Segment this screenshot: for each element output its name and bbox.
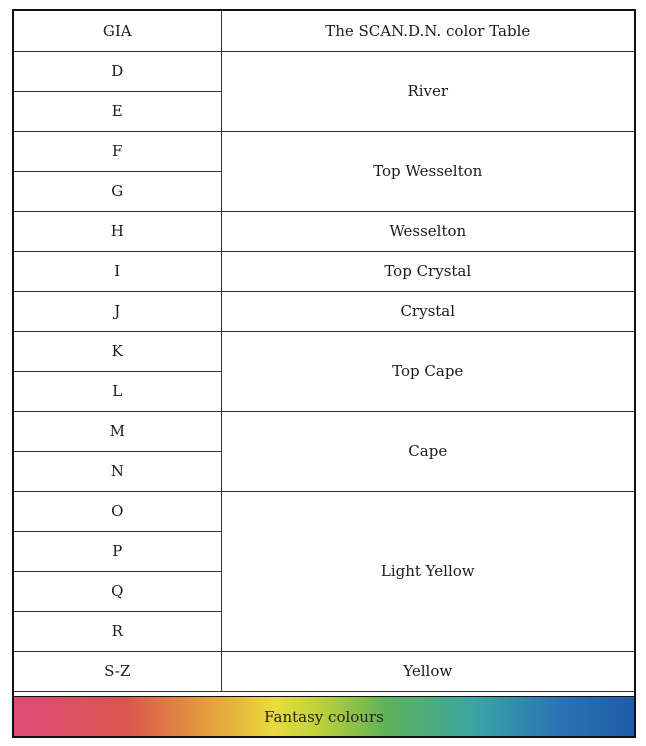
header-scan-dn: The SCAN.D.N. color Table bbox=[221, 11, 634, 51]
table-body bbox=[14, 11, 634, 691]
table-row bbox=[14, 211, 634, 251]
table-row bbox=[14, 491, 634, 531]
gia-grade-cell: R bbox=[14, 611, 221, 651]
gia-grade-cell: J bbox=[14, 291, 221, 331]
gia-grade-cell: K bbox=[14, 331, 221, 371]
scan-dn-grade-cell: Cape bbox=[221, 411, 634, 491]
table-row bbox=[14, 651, 634, 691]
table-row bbox=[14, 251, 634, 291]
table-header-row bbox=[14, 11, 634, 51]
table-row bbox=[14, 331, 634, 371]
scan-dn-grade-cell: Wesselton bbox=[221, 211, 634, 251]
gia-grade-cell: M bbox=[14, 411, 221, 451]
color-grade-table bbox=[14, 11, 634, 692]
gia-grade-cell: N bbox=[14, 451, 221, 491]
scan-dn-grade-cell: Top Wesselton bbox=[221, 131, 634, 211]
table-row bbox=[14, 291, 634, 331]
gia-grade-cell: I bbox=[14, 251, 221, 291]
gia-grade-cell: P bbox=[14, 531, 221, 571]
gia-grade-cell: G bbox=[14, 171, 221, 211]
scan-dn-grade-cell: Light Yellow bbox=[221, 491, 634, 651]
table-row bbox=[14, 51, 634, 91]
fantasy-colours-bar bbox=[14, 696, 634, 736]
gia-grade-cell: E bbox=[14, 91, 221, 131]
gia-grade-cell: D bbox=[14, 51, 221, 91]
scan-dn-grade-cell: River bbox=[221, 51, 634, 131]
scan-dn-grade-cell: Yellow bbox=[221, 651, 634, 691]
gia-grade-cell: L bbox=[14, 371, 221, 411]
gia-grade-cell: F bbox=[14, 131, 221, 171]
gia-grade-cell: Q bbox=[14, 571, 221, 611]
scan-dn-grade-cell: Top Cape bbox=[221, 331, 634, 411]
scan-dn-grade-cell: Crystal bbox=[221, 291, 634, 331]
gia-grade-cell: H bbox=[14, 211, 221, 251]
fantasy-colours-label: Fantasy colours bbox=[264, 707, 384, 726]
table-row bbox=[14, 411, 634, 451]
gia-grade-cell: O bbox=[14, 491, 221, 531]
scan-dn-grade-cell: Top Crystal bbox=[221, 251, 634, 291]
header-gia: GIA bbox=[14, 11, 221, 51]
table-row bbox=[14, 131, 634, 171]
gia-grade-cell: S-Z bbox=[14, 651, 221, 691]
color-grade-table-frame bbox=[12, 9, 636, 738]
